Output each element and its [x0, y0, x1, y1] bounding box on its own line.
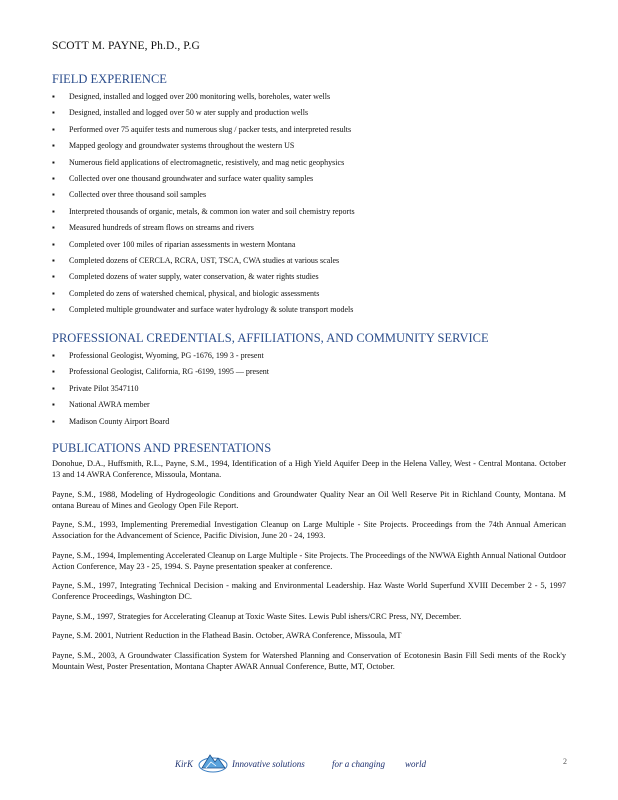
list-item: ▪ Interpreted thousands of organic, metals, & common ion water and soil chemistry reports [52, 204, 566, 220]
mountain-logo-icon [198, 750, 228, 774]
list-item: ▪ Madison County Airport Board [52, 414, 566, 430]
list-item: ▪ Designed, installed and logged over 50 w ater supply and production wells [52, 105, 566, 121]
publication-entry: Payne, S.M., 1997, Strategies for Accelerating Cleanup at Toxic Waste Sites. Lewis Publ ishers/CRC Press, NY, December. [52, 611, 462, 621]
field-experience-section [52, 72, 566, 319]
publication-entry: Payne, S.M., 1994, Implementing Accelerated Cleanup on Large Multiple - Site Projects. The Proceedings of the NWWA Eighth Annual National Outdoor Action Conference, May 23 - 25, 1994. S. Payne presentation speaker at conference. [52, 550, 566, 571]
list-item: ▪ Mapped geology and groundwater systems throughout the western US [52, 138, 566, 154]
list-item: ▪ Numerous field applications of electromagnetic, resistively, and mag netic geophysics [52, 155, 566, 171]
list-item: ▪ Collected over three thousand soil samples [52, 187, 566, 203]
list-item: ▪ National AWRA member [52, 397, 566, 413]
footer [0, 750, 618, 780]
publication-entry: Payne, S.M., 1988, Modeling of Hydrogeologic Conditions and Groundwater Quality Near an Oil Well Reserve Pit in Richland County, Montana. M ontana Bureau of Mines and Geology Open File Report. [52, 489, 566, 510]
publications-heading: PUBLICATIONS AND PRESENTATIONS [52, 441, 272, 455]
footer-tagline-2: for a changing [332, 759, 385, 769]
publication-entry: Payne, S.M., 1993, Implementing Preremedial Investigation Cleanup on Large Multiple - Site Projects. Proceedings from the 74th Annual American Association for the Advancement of Science, Pacific Division, June 20 - 24, 1993. [52, 520, 566, 540]
footer-tagline-3: world [405, 759, 427, 769]
list-item: ▪ Professional Geologist, California, RG -6199, 1995 — present [52, 364, 566, 380]
credentials-heading: PROFESSIONAL CREDENTIALS, AFFILIATIONS, AND COMMUNITY SERVICE [52, 331, 489, 345]
list-item: ▪ Completed dozens of water supply, water conservation, & water rights studies [52, 269, 566, 285]
list-item: ▪ Professional Geologist, Wyoming, PG -1676, 199 3 - present [52, 348, 566, 364]
publications-section [52, 441, 566, 680]
publication-entry: Payne, S.M., 1997, Integrating Technical Decision - making and Environmental Leadership. Haz Waste World Superfund XVIII December 2 - 5, 1997 Conference Proceedings, Washington DC. [52, 581, 566, 601]
credentials-section [52, 331, 566, 430]
footer-brand: KirK [175, 759, 194, 769]
publications-list [52, 458, 566, 672]
credentials-list [52, 348, 566, 430]
publication-entry: Payne, S.M. 2001, Nutrient Reduction in the Flathead Basin. October, AWRA Conference, Missoula, MT [52, 631, 402, 640]
list-item: ▪ Completed multiple groundwater and surface water hydrology & solute transport models [52, 302, 566, 318]
list-item: ▪ Measured hundreds of stream flows on streams and rivers [52, 220, 566, 236]
list-item: ▪ Completed dozens of CERCLA, RCRA, UST, TSCA, CWA studies at various scales [52, 253, 566, 269]
footer-tagline-1: Innovative solutions [232, 759, 305, 769]
list-item: ▪ Private Pilot 3547110 [52, 381, 566, 397]
publication-entry: Donohue, D.A., Huffsmith, R.L., Payne, S.M., 1994, Identification of a High Yield Aquifer Deep in the Helena Valley, West - Central Montana. October 13 and 14 AWRA Conference, Missoula, Montana. [52, 459, 566, 479]
list-item: ▪ Collected over one thousand groundwater and surface water quality samples [52, 171, 566, 187]
field-experience-list [52, 89, 566, 319]
list-item: ▪ Completed do zens of watershed chemical, physical, and biologic assessments [52, 286, 566, 302]
field-experience-heading: FIELD EXPERIENCE [52, 72, 167, 86]
list-item: ▪ Completed over 100 miles of riparian assessments in western Montana [52, 237, 566, 253]
publication-entry: Payne, S.M., 2003, A Groundwater Classification System for Watershed Planning and Conservation of Ecotonesin Basin Fill Sedi ments of the Rock'y Mountain West, Poster Presentation, Montana Chapter AWAR Annual Conference, Butte, MT, October. [52, 650, 566, 671]
author-name: SCOTT M. PAYNE, Ph.D., P.G [52, 40, 200, 52]
list-item: ▪ Performed over 75 aquifer tests and numerous slug / packer tests, and interpreted results [52, 122, 566, 138]
list-item: ▪ Designed, installed and logged over 200 monitoring wells, boreholes, water wells [52, 89, 566, 105]
page-number: 2 [563, 757, 567, 766]
